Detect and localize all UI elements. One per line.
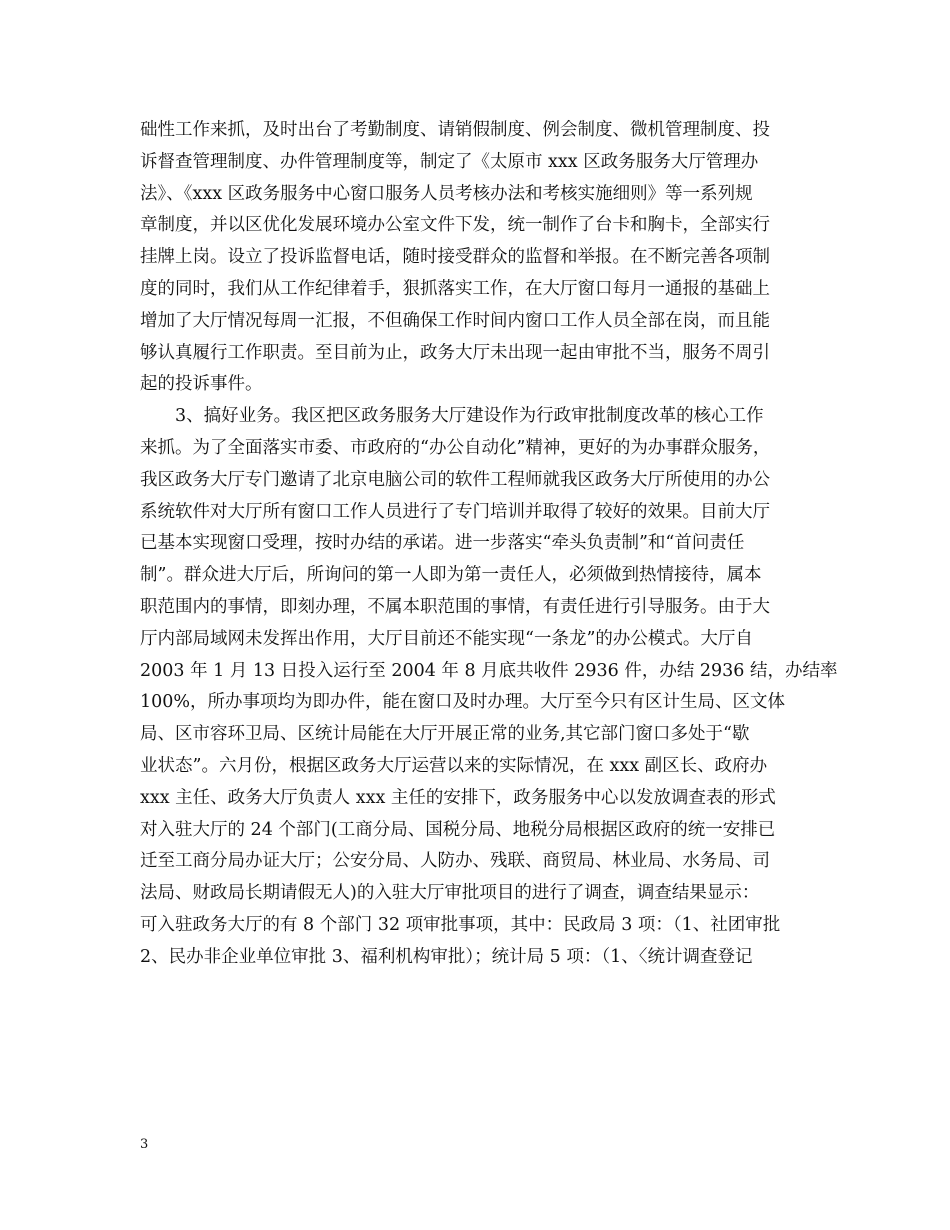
text-line: 局、区市容环卫局、区统计局能在大厅开展正常的业务,其它部门窗口多处于“歇 xyxy=(140,724,750,745)
text-line: 增加了大厅情况每周一汇报，不但确保工作时间内窗口工作人员全部在岗，而且能 xyxy=(140,310,770,331)
page-number: 3 xyxy=(140,1137,149,1152)
text-line: 法局、财政局长期请假无人)的入驻大厅审批项目的进行了调查，调查结果显示： xyxy=(140,883,760,904)
text-line: 职范围内的事情，即刻办理，不属本职范围的事情，有责任进行引导服务。由于大 xyxy=(140,596,770,617)
text-line: 法》、《xxx 区政务服务中心窗口服务人员考核办法和考核实施细则》等一系列规 xyxy=(140,183,753,204)
text-line: 制”。群众进大厅后，所询问的第一人即为第一责任人，必须做到热情接待，属本 xyxy=(140,565,762,586)
text-line: 够认真履行工作职责。至目前为止，政务大厅未出现一起由审批不当，服务不周引 xyxy=(140,342,770,363)
text-line: 挂牌上岗。设立了投诉监督电话，随时接受群众的监督和举报。在不断完善各项制 xyxy=(140,247,770,268)
text-line: 迁至工商分局办证大厅；公安分局、人防办、残联、商贸局、林业局、水务局、司 xyxy=(140,851,770,872)
text-line: 诉督查管理制度、办件管理制度等，制定了《太原市 xxx 区政务服务大厅管理办 xyxy=(140,151,759,172)
text-line: 业状态”。六月份，根据区政务大厅运营以来的实际情况，在 xxx 副区长、政府办 xyxy=(140,755,768,776)
text-line: 对入驻大厅的 24 个部门(工商分局、国税分局、地税分局根据区政府的统一安排已 xyxy=(140,819,776,840)
text-line: 2、民办非企业单位审批 3、福利机构审批）；统计局 5 项：（1、〈统计调查登记 xyxy=(140,946,753,967)
text-line: 厅内部局域网未发挥出作用，大厅目前还不能实现“一条龙”的办公模式。大厅自 xyxy=(140,628,753,649)
text-line: 起的投诉事件。 xyxy=(140,374,263,395)
text-line: 可入驻政务大厅的有 8 个部门 32 项审批事项，其中：民政局 3 项：（1、社团审批 xyxy=(140,914,781,935)
text-line: 章制度，并以区优化发展环境办公室文件下发，统一制作了台卡和胸卡，全部实行 xyxy=(140,215,770,236)
text-line: 度的同时，我们从工作纪律着手，狠抓落实工作，在大厅窗口每月一通报的基础上 xyxy=(140,278,770,299)
text-line: 100%，所办事项均为即办件，能在窗口及时办理。大厅至今只有区计生局、区文体 xyxy=(140,692,786,713)
text-line: 已基本实现窗口受理，按时办结的承诺。进一步落实“牵头负责制”和“首问责任 xyxy=(140,533,745,554)
text-line: xxx 主任、政务大厅负责人 xxx 主任的安排下，政务服务中心以发放调查表的形式 xyxy=(140,787,776,808)
paragraph-start-line: 3、搞好业务。我区把区政务服务大厅建设作为行政审批制度改革的核心工作 xyxy=(175,406,764,427)
text-line: 2003 年 1 月 13 日投入运行至 2004 年 8 月底共收件 2936 件，办结 2936 结，办结率 xyxy=(140,660,838,681)
text-line: 我区政务大厅专门邀请了北京电脑公司的软件工程师就我区政务大厅所使用的办公 xyxy=(140,469,770,490)
text-line: 础性工作来抓，及时出台了考勤制度、请销假制度、例会制度、微机管理制度、投 xyxy=(140,120,770,140)
body-text xyxy=(140,115,838,974)
text-line: 系统软件对大厅所有窗口工作人员进行了专门培训并取得了较好的效果。目前大厅 xyxy=(140,501,770,522)
text-line: 来抓。为了全面落实市委、市政府的“办公自动化”精神，更好的为办事群众服务， xyxy=(140,437,771,458)
